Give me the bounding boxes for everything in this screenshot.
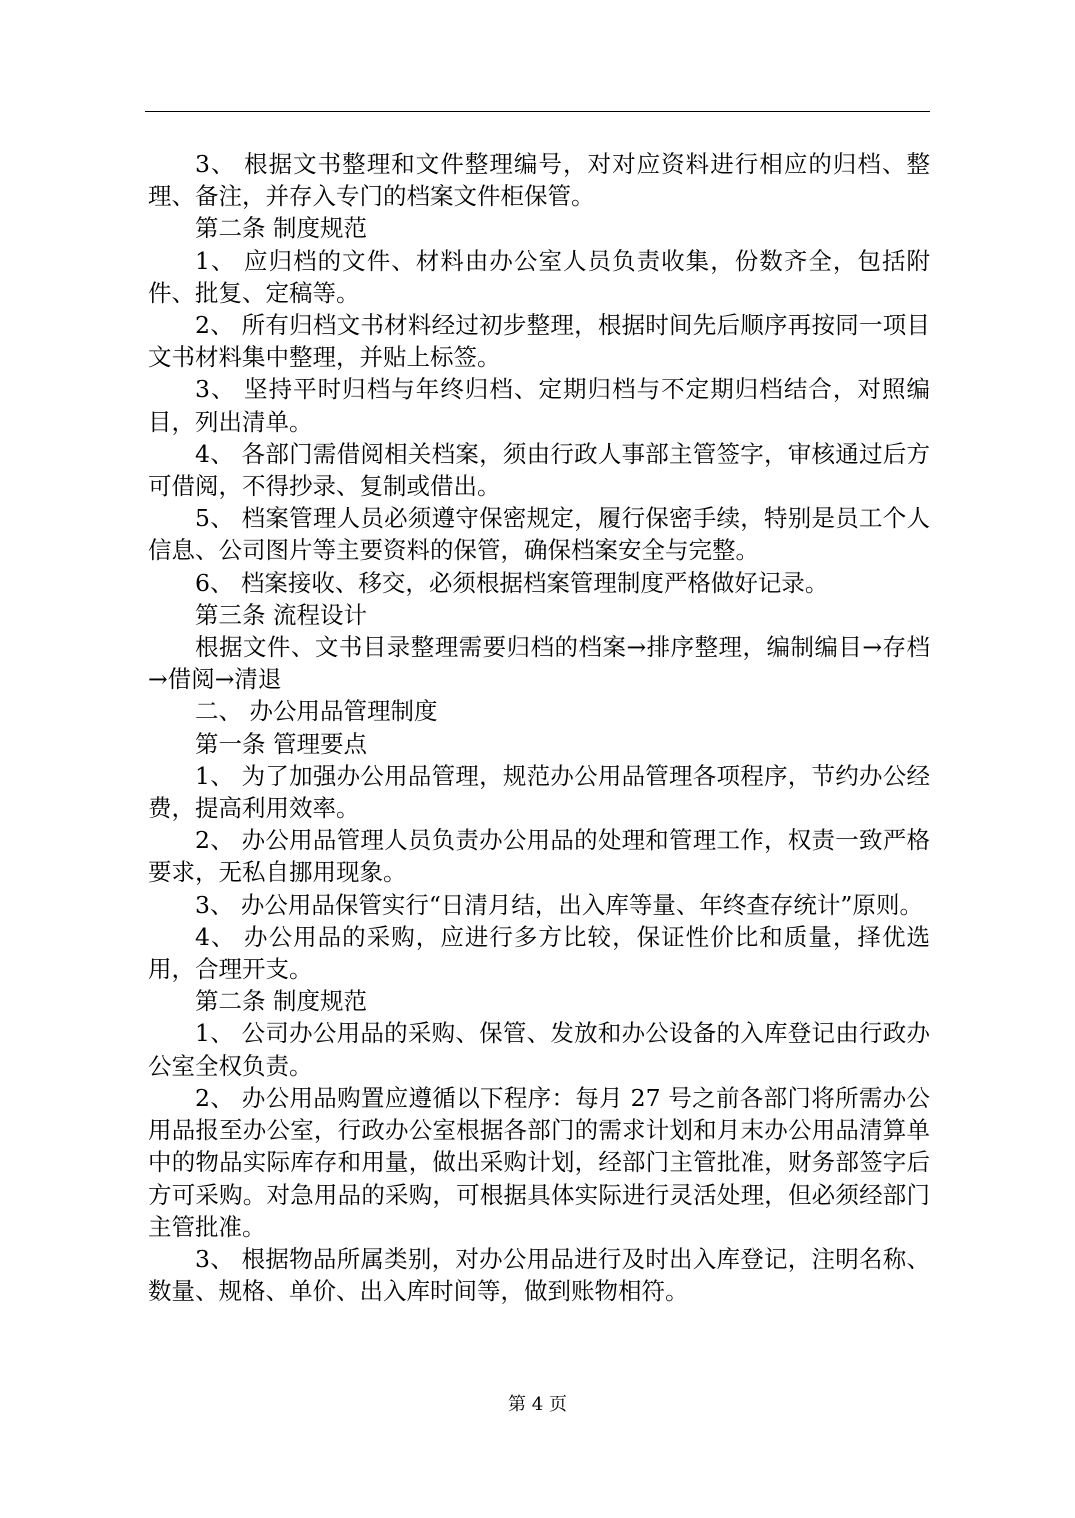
paragraph: 4、 办公用品的采购，应进行多方比较，保证性价比和质量，择优选用，合理开支。 bbox=[148, 922, 930, 984]
section-heading: 第二条 制度规范 bbox=[195, 987, 367, 1016]
section-heading: 第三条 流程设计 bbox=[195, 600, 367, 629]
section-heading: 第一条 管理要点 bbox=[195, 729, 367, 758]
paragraph: 4、 各部门需借阅相关档案，须由行政人事部主管签字，审核通过后方可借阅，不得抄录、复制或借出。 bbox=[148, 439, 930, 501]
paragraph: 3、 根据物品所属类别，对办公用品进行及时出入库登记，注明名称、数量、规格、单价、出入库时间等，做到账物相符。 bbox=[148, 1244, 930, 1306]
paragraph: 1、 应归档的文件、材料由办公室人员负责收集，份数齐全，包括附件、批复、定稿等。 bbox=[148, 246, 930, 307]
paragraph: 1、 公司办公用品的采购、保管、发放和办公设备的入库登记由行政办公室全权负责。 bbox=[148, 1019, 930, 1080]
paragraph: 6、 档案接收、移交，必须根据档案管理制度严格做好记录。 bbox=[195, 568, 829, 597]
paragraph: 2、 办公用品购置应遵循以下程序：每月 27 号之前各部门将所需办公用品报至办公室，行政办公室根据各部门的需求计划和月末办公用品清算单中的物品实际库存和用量，做出采购计划，经部门主管批准，财务部签字后方可采购。对急用品的采购，可根据具体实际进行灵活处理，但必须经部门主管批准。 bbox=[148, 1083, 930, 1241]
header-rule bbox=[145, 111, 930, 112]
paragraph: 3、 办公用品保管实行“日清月结，出入库等量、年终查存统计”原则。 bbox=[195, 890, 923, 919]
paragraph: 3、 坚持平时归档与年终归档、定期归档与不定期归档结合，对照编目，列出清单。 bbox=[148, 375, 930, 436]
paragraph: 1、 为了加强办公用品管理，规范办公用品管理各项程序，节约办公经费，提高利用效率。 bbox=[148, 761, 930, 823]
paragraph: 2、 所有归档文书材料经过初步整理，根据时间先后顺序再按同一项目文书材料集中整理，并贴上标签。 bbox=[148, 311, 930, 372]
page-number: 第 4 页 bbox=[508, 1394, 567, 1415]
paragraph: 2、 办公用品管理人员负责办公用品的处理和管理工作，权责一致严格要求，无私自挪用现象。 bbox=[148, 826, 930, 887]
section-heading: 第二条 制度规范 bbox=[195, 214, 367, 243]
document-body bbox=[148, 148, 930, 1307]
paragraph: 5、 档案管理人员必须遵守保密规定，履行保密手续，特别是员工个人信息、公司图片等主要资料的保管，确保档案安全与完整。 bbox=[148, 504, 930, 565]
paragraph: 3、 根据文书整理和文件整理编号，对对应资料进行相应的归档、整理、备注，并存入专门的档案文件柜保管。 bbox=[148, 150, 930, 211]
paragraph: 根据文件、文书目录整理需要归档的档案→排序整理，编制编目→存档→借阅→清退 bbox=[148, 633, 930, 694]
chapter-heading: 二、 办公用品管理制度 bbox=[195, 697, 438, 726]
